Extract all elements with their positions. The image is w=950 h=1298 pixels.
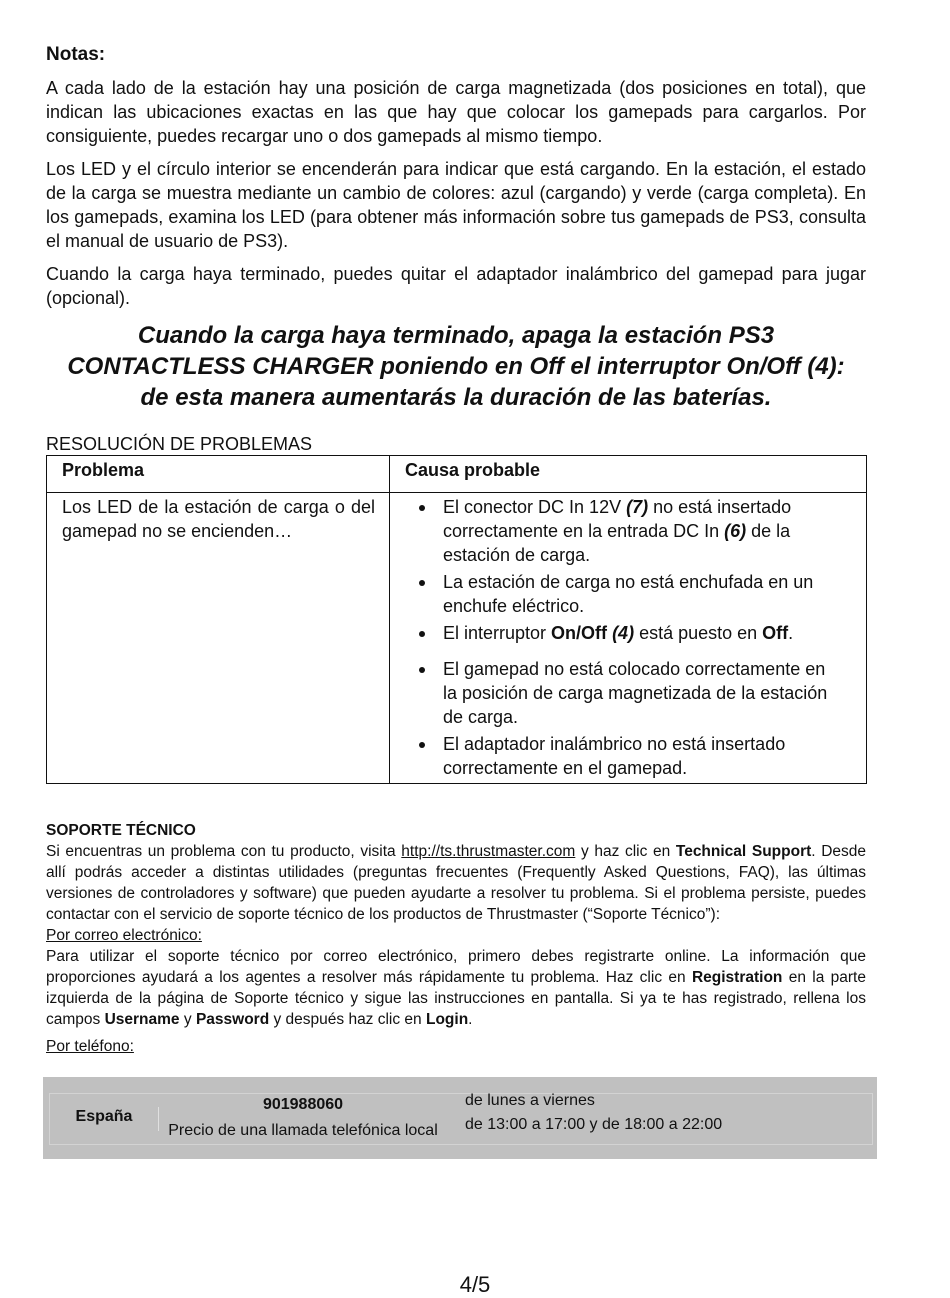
page-number: 4/5 [459, 1272, 491, 1297]
troubleshooting-heading: RESOLUCIÓN DE PROBLEMAS [46, 434, 313, 454]
bullet-icon [419, 631, 425, 637]
cause-text: . [788, 623, 794, 643]
support-paragraph-2 [46, 946, 866, 1030]
notes-paragraph-3: Cuando la carga haya terminado, puedes quitar el adaptador inalámbrico del gamepad para jugar (opcional). [46, 264, 866, 308]
notes-title: Notas: [46, 44, 106, 65]
support-text: Para utilizar el soporte técnico por correo electrónico, primero debes registrarte online. La información que proporciones ayudará a los agentes a resolver más rápidamente tu problema. Haz clic en [46, 948, 866, 986]
divider [158, 1107, 159, 1131]
page-content [46, 44, 866, 1057]
support-text: y después haz clic en [269, 1011, 426, 1028]
support-paragraph-1 [46, 841, 866, 925]
list-item [390, 657, 866, 729]
support-text: en la parte izquierda de la página de Soporte técnico y sigue las instrucciones en pantalla. Si ya te has registrado, rellena los campos [46, 969, 866, 1028]
cause-text: El conector DC In 12V [443, 497, 627, 517]
bullet-icon [419, 667, 425, 673]
cause-text: El gamepad no está colocado correctamente en la posición de carga magnetizada de la estación de carga. [443, 659, 828, 727]
technical-support-label: Technical Support [675, 843, 812, 860]
support-text: Si encuentras un problema con tu producto, visita [46, 843, 402, 860]
phone-contact-row [49, 1093, 873, 1145]
call-price: Precio de una llamada telefónica local [168, 1122, 438, 1139]
phone-number-block [168, 1092, 438, 1144]
troubleshooting-table [46, 455, 867, 784]
ref-number: (7) [626, 497, 649, 517]
support-text: y [179, 1011, 196, 1028]
phone-label: Por teléfono: [46, 1038, 134, 1055]
ref-number: (6) [724, 521, 747, 541]
support-section [46, 820, 866, 1057]
support-link[interactable]: http://ts.thrustmaster.com [401, 843, 576, 860]
cause-text: no está insertado correctamente en la entrada DC In [443, 497, 792, 541]
bullet-icon [419, 742, 425, 748]
warning-notice: Cuando la carga haya terminado, apaga la estación PS3 CONTACTLESS CHARGER poniendo en Off el interruptor On/Off (4): de esta manera aumentarás la duración de las baterías. [67, 322, 845, 411]
list-item [390, 495, 866, 567]
notes-paragraph-1: A cada lado de la estación hay una posición de carga magnetizada (dos posiciones en total), que indican las ubicaciones exactas en las que hay que colocar los gamepads para cargarlos. Por consiguiente, puedes recargar uno o dos gamepads al mismo tiempo. [46, 78, 866, 146]
cause-text: El interruptor [443, 623, 552, 643]
support-title: SOPORTE TÉCNICO [46, 822, 196, 839]
table-row [47, 493, 867, 784]
ref-number: (4) [612, 623, 635, 643]
country-label: España [75, 1108, 133, 1125]
cause-text: de la estación de carga. [443, 521, 791, 565]
problem-cell: Los LED de la estación de carga o del gamepad no se encienden… [47, 493, 390, 784]
support-text: . [468, 1011, 473, 1028]
support-text: y haz clic en [575, 843, 676, 860]
phone-contact-box [43, 1077, 877, 1159]
list-item [390, 570, 866, 618]
column-header-cause: Causa probable [390, 456, 867, 493]
opening-days: de lunes a viernes [465, 1092, 595, 1109]
cause-list [390, 495, 866, 780]
cause-text: está puesto en [634, 623, 763, 643]
support-text: . Desde allí podrás acceder a distintas utilidades (preguntas frecuentes (Frequently Asked Questions, FAQ), las últimas versiones de controladores y software) que pueden ayudarte a resolver tu problema. Si el problema persiste, puedes contactar con el servicio de soporte técnico de los productos de Thrustmaster (“Soporte Técnico”): [46, 843, 867, 923]
table-header-row [47, 456, 867, 493]
cause-cell [390, 493, 867, 784]
email-label: Por correo electrónico: [46, 927, 202, 944]
list-item [390, 621, 866, 645]
notes-paragraph-2: Los LED y el círculo interior se encenderán para indicar que está cargando. En la estación, el estado de la carga se muestra mediante un cambio de colores: azul (cargando) y verde (carga completa). En los gamepads, examina los LED (para obtener más información sobre tus gamepads de PS3, consulta el manual de usuario de PS3). [46, 159, 866, 251]
login-label: Login [425, 1011, 469, 1028]
cause-text: El adaptador inalámbrico no está insertado correctamente en el gamepad. [443, 734, 786, 778]
column-header-problem: Problema [47, 456, 390, 493]
phone-number: 901988060 [262, 1096, 344, 1113]
opening-times: de 13:00 a 17:00 y de 18:00 a 22:00 [465, 1116, 723, 1133]
username-label: Username [104, 1011, 180, 1028]
switch-state: Off [762, 623, 789, 643]
registration-label: Registration [691, 969, 783, 986]
switch-name: On/Off [551, 623, 608, 643]
password-label: Password [195, 1011, 270, 1028]
bullet-icon [419, 580, 425, 586]
opening-hours [465, 1089, 865, 1137]
cause-text: La estación de carga no está enchufada en un enchufe eléctrico. [443, 572, 814, 616]
bullet-icon [419, 505, 425, 511]
list-item [390, 732, 866, 780]
